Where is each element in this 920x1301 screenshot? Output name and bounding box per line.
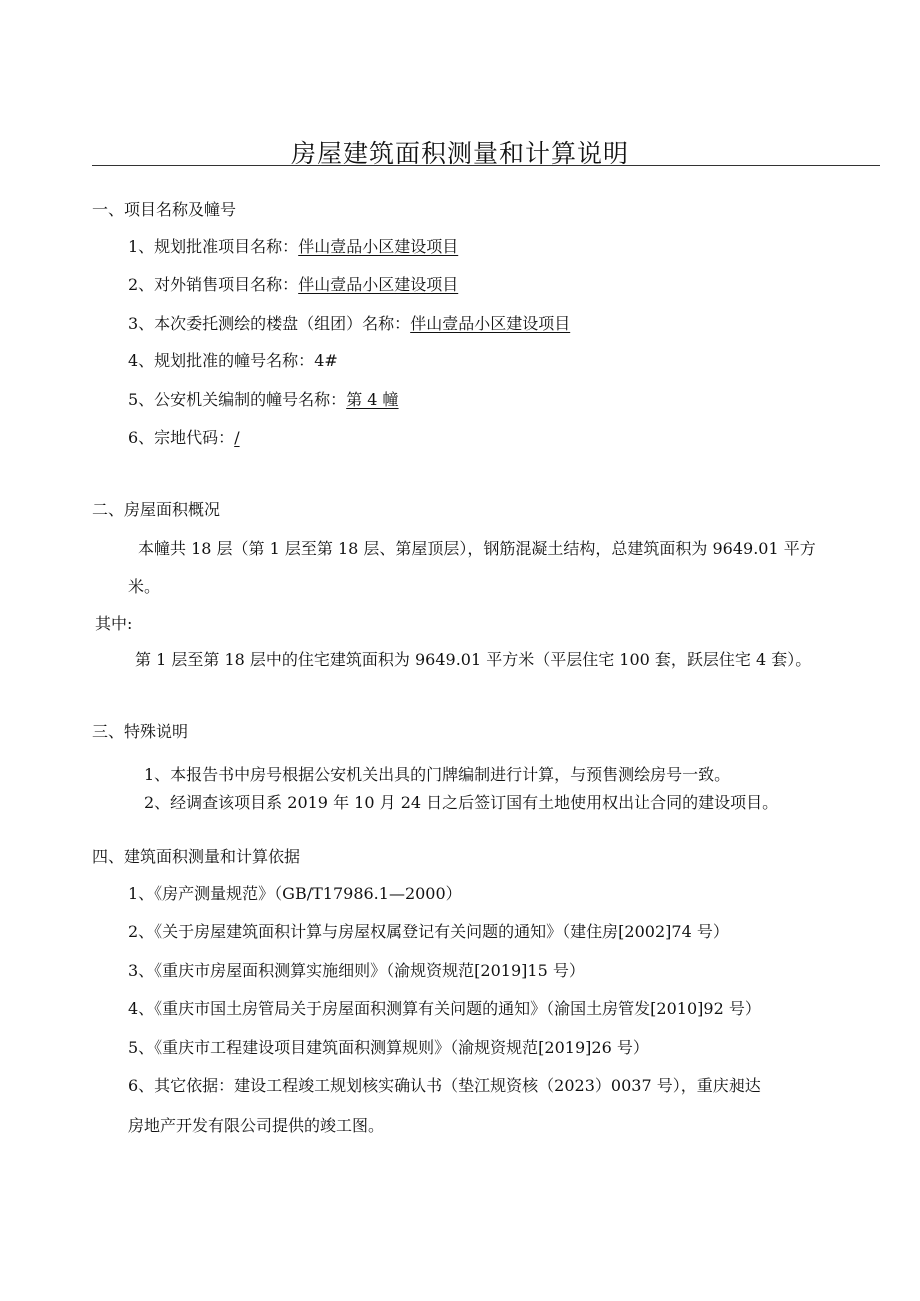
s1-item-2-value: 伴山壹品小区建设项目: [298, 275, 459, 294]
s1-item-4: [128, 351, 338, 371]
s1-item-5-label: 5、公安机关编制的幢号名称：: [128, 390, 347, 409]
section-1-heading: 一、项目名称及幢号: [92, 200, 237, 219]
s1-item-4-value: 4#: [314, 351, 338, 370]
s4-item-2: 2、《关于房屋建筑面积计算与房屋权属登记有关问题的通知》（建住房[2002]74 号）: [128, 922, 729, 941]
s1-item-3-value: 伴山壹品小区建设项目: [410, 314, 571, 333]
s1-item-5: [128, 390, 399, 410]
section-4-heading: 四、建筑面积测量和计算依据: [92, 847, 301, 866]
s1-item-1-value: 伴山壹品小区建设项目: [298, 237, 459, 256]
s1-item-3-label: 3、本次委托测绘的楼盘（组团）名称：: [128, 314, 411, 333]
s1-item-2: [128, 275, 458, 295]
s1-item-6-label: 6、宗地代码：: [128, 428, 235, 447]
s4-item-6: 6、其它依据：建设工程竣工规划核实确认书（垫江规资核（2023）0037 号），重庆昶达: [128, 1076, 761, 1095]
s4-item-5: 5、《重庆市工程建设项目建筑面积测算规则》（渝规资规范[2019]26 号）: [128, 1038, 649, 1057]
section-3-heading: 三、特殊说明: [92, 722, 189, 741]
s1-item-5-value: 第 4 幢: [346, 390, 399, 409]
title-underline: [92, 165, 880, 166]
s3-item-1: 1、本报告书中房号根据公安机关出具的门牌编制进行计算，与预售测绘房号一致。: [144, 765, 731, 784]
s4-last-line: 房地产开发有限公司提供的竣工图。: [128, 1116, 385, 1135]
s1-item-1-label: 1、规划批准项目名称：: [128, 237, 299, 256]
s1-item-3: [128, 314, 570, 334]
s4-item-4: 4、《重庆市国土房管局关于房屋面积测算有关问题的通知》（渝国土房管发[2010]92 号）: [128, 999, 761, 1018]
s4-item-3: 3、《重庆市房屋面积测算实施细则》（渝规资规范[2019]15 号）: [128, 961, 585, 980]
s1-item-6-value: /: [234, 428, 240, 447]
s1-item-6: [128, 428, 240, 448]
s1-item-1: [128, 237, 458, 257]
document-title: 房屋建筑面积测量和计算说明: [290, 139, 629, 168]
s3-item-2: 2、经调查该项目系 2019 年 10 月 24 日之后签订国有土地使用权出让合同的建设项目。: [144, 793, 779, 812]
s2-paragraph-3: 第 1 层至第 18 层中的住宅建筑面积为 9649.01 平方米（平层住宅 100 套，跃层住宅 4 套）。: [135, 650, 812, 669]
s2-paragraph-2: 其中:: [95, 614, 133, 633]
s1-item-4-label: 4、规划批准的幢号名称：: [128, 351, 315, 370]
s2-paragraph-1-cont: 米。: [128, 577, 161, 596]
s2-paragraph-1: 本幢共 18 层（第 1 层至第 18 层、第屋顶层），钢筋混凝土结构，总建筑面积为 9649.01 平方: [138, 539, 816, 558]
s1-item-2-label: 2、对外销售项目名称：: [128, 275, 299, 294]
section-2-heading: 二、房屋面积概况: [92, 500, 221, 519]
s4-item-1: 1、《房产测量规范》（GB/T17986.1—2000）: [128, 884, 462, 903]
